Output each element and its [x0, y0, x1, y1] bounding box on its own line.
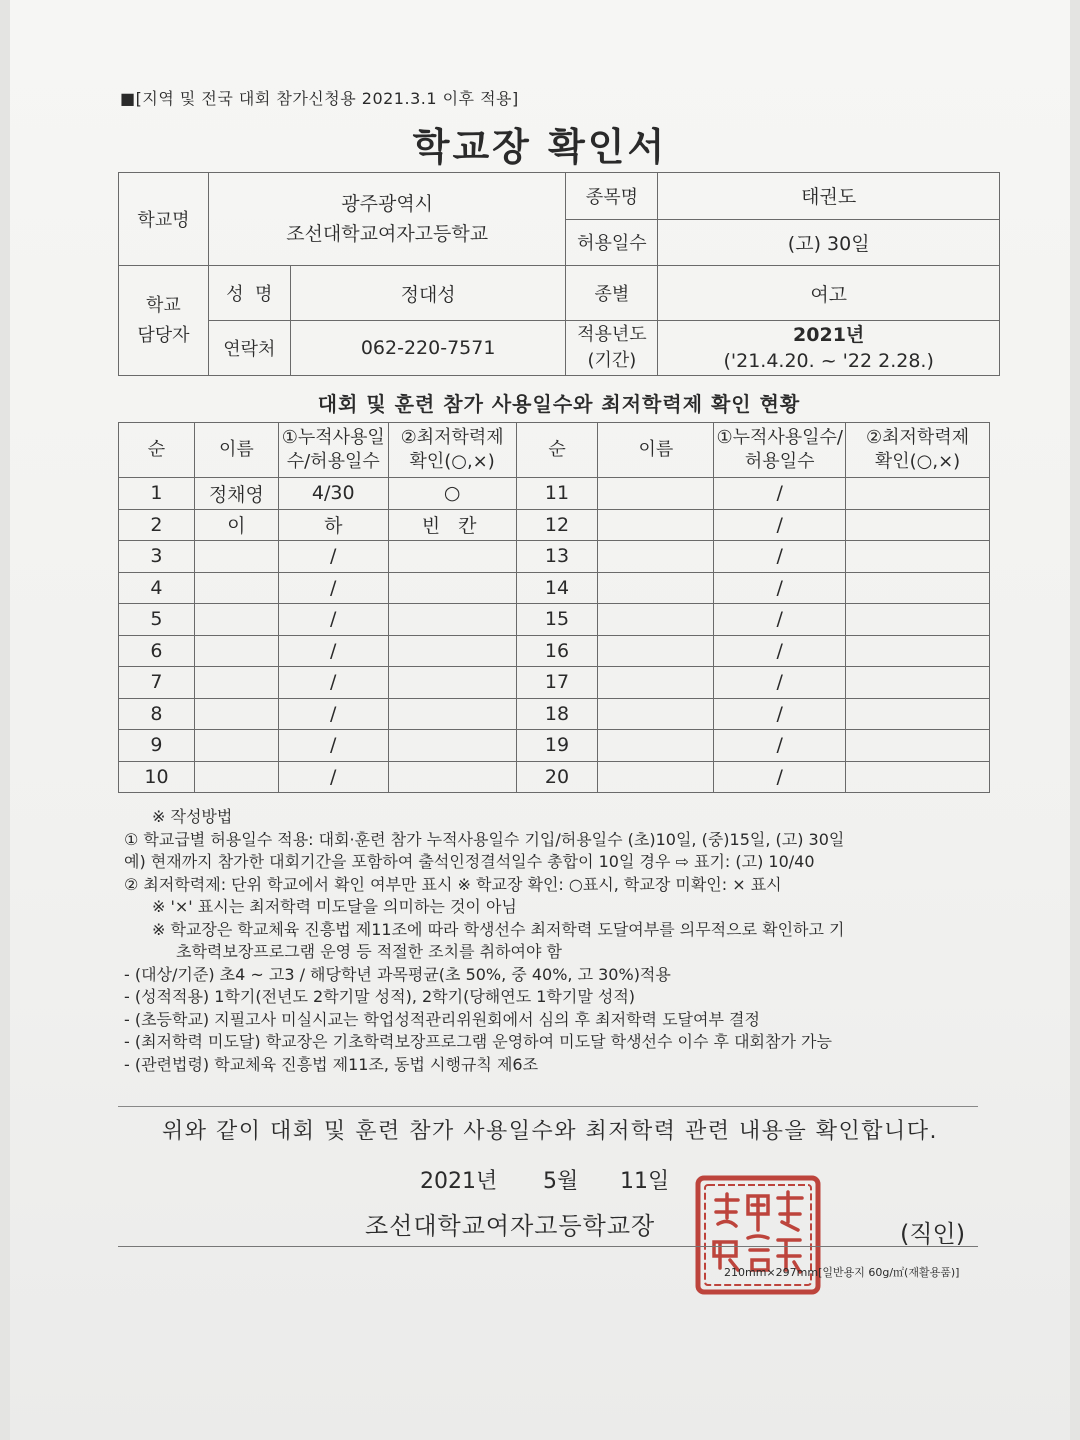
- row-name-right: [598, 478, 714, 510]
- row-check: [388, 604, 516, 636]
- row-days: /: [278, 635, 388, 667]
- row-check-right: [846, 730, 990, 762]
- contact-label: 연락처: [208, 321, 290, 376]
- school-label: 학교명: [119, 173, 209, 266]
- seal-mark-label: (직인): [900, 1220, 966, 1248]
- school-name-line1: 광주광역시: [341, 193, 434, 215]
- date-month: 5월: [543, 1169, 579, 1194]
- table-row: [119, 635, 990, 667]
- row-check: [388, 635, 516, 667]
- row-no: 5: [119, 604, 195, 636]
- school-name-line2: 조선대학교여자고등학교: [286, 223, 489, 245]
- row-no: 10: [119, 761, 195, 793]
- row-days: /: [278, 604, 388, 636]
- row-check: [388, 541, 516, 573]
- allowed-days-value: (고) 30일: [658, 219, 1000, 266]
- table-row: [119, 667, 990, 699]
- col-days-line1: ①누적사용일: [281, 427, 385, 448]
- row-check: [388, 667, 516, 699]
- row-name-right: [598, 509, 714, 541]
- row-no: 8: [119, 698, 195, 730]
- row-name: [194, 761, 278, 793]
- year-value-line1: 2021년: [793, 324, 865, 346]
- table-row: [119, 698, 990, 730]
- row-check-right: [846, 572, 990, 604]
- note-4a: ※ 학교장은 학교체육 진흥법 제11조에 따라 학생선수 최저학력 도달여부를 의무적으로 확인하고 기: [152, 919, 845, 939]
- row-no-right: 20: [516, 761, 598, 793]
- year-label-line2: (기간): [587, 350, 637, 371]
- col-name: 이름: [194, 423, 278, 478]
- row-days-right: /: [714, 572, 846, 604]
- sport-value: 태권도: [658, 173, 1000, 220]
- table-header-row: [119, 423, 990, 478]
- note-3: ※ '×' 표시는 최저학력 미도달을 의미하는 것이 아님: [152, 897, 517, 916]
- col-days: [278, 423, 388, 478]
- row-check: [388, 730, 516, 762]
- row-check: [388, 572, 516, 604]
- row-no-right: 12: [516, 509, 598, 541]
- col-check-line2: 확인(○,×): [409, 451, 495, 472]
- row-name: [194, 572, 278, 604]
- note-1b: 예) 현재까지 참가한 대회기간을 포함하여 출석인정결석일수 총합이 10일 경우 ⇨ 표기: (고) 10/40: [124, 852, 815, 871]
- col-days-right-line2: 허용일수: [744, 451, 815, 472]
- year-label: [566, 321, 658, 376]
- row-check-right: [846, 509, 990, 541]
- row-no-right: 19: [516, 730, 598, 762]
- table-row: [119, 572, 990, 604]
- sport-label: 종목명: [566, 173, 658, 220]
- row-days: /: [278, 698, 388, 730]
- table-row: [119, 541, 990, 573]
- manager-label-line1: 학교: [146, 294, 181, 316]
- allowed-days-label: 허용일수: [566, 219, 658, 266]
- row-check-right: [846, 698, 990, 730]
- row-check-right: [846, 541, 990, 573]
- category-value: 여고: [658, 266, 1000, 321]
- row-no-right: 13: [516, 541, 598, 573]
- row-no: 9: [119, 730, 195, 762]
- col-days-right-line1: ①누적사용일수/: [716, 427, 843, 448]
- year-value: [658, 321, 1000, 376]
- col-check-line1: ②최저학력제: [400, 427, 504, 448]
- row-name: [194, 698, 278, 730]
- row-days: /: [278, 541, 388, 573]
- table-row: [119, 761, 990, 793]
- col-check-right-line2: 확인(○,×): [874, 451, 961, 472]
- row-no-right: 11: [516, 478, 598, 510]
- header-note: ■[지역 및 전국 대회 참가신청용 2021.3.1 이후 적용]: [120, 89, 519, 108]
- row-check: [388, 761, 516, 793]
- row-name-right: [598, 761, 714, 793]
- school-name: [208, 173, 566, 266]
- row-check-right: [846, 635, 990, 667]
- row-name-right: [598, 541, 714, 573]
- detail-2: - (성적적용) 1학기(전년도 2학기말 성적), 2학기(당해연도 1학기말 성적): [124, 987, 636, 1006]
- row-no: 1: [119, 478, 195, 510]
- document-title: 학교장 확인서: [412, 125, 668, 169]
- confirmation-statement: 위와 같이 대회 및 훈련 참가 사용일수와 최저학력 관련 내용을 확인합니다.: [162, 1119, 938, 1144]
- col-check-right-line1: ②최저학력제: [866, 427, 970, 448]
- row-days-right: /: [714, 541, 846, 573]
- date-day: 11일: [620, 1169, 670, 1194]
- manager-label-line2: 담당자: [137, 324, 190, 346]
- row-name-right: [598, 572, 714, 604]
- detail-3: - (초등학교) 지필고사 미실시교는 학업성적관리위원회에서 심의 후 최저학력 도달여부 결정: [124, 1009, 760, 1029]
- row-no: 2: [119, 509, 195, 541]
- row-no: 3: [119, 541, 195, 573]
- row-days-right: /: [714, 730, 846, 762]
- notes-heading: ※ 작성방법: [152, 807, 233, 826]
- row-days-right: /: [714, 667, 846, 699]
- row-no-right: 17: [516, 667, 598, 699]
- row-days-right: /: [714, 509, 846, 541]
- principal-title: 조선대학교여자고등학교장: [365, 1212, 656, 1240]
- note-4b: 초학력보장프로그램 운영 등 적절한 조치를 취하여야 함: [176, 942, 563, 961]
- row-name-right: [598, 635, 714, 667]
- row-check: 빈 칸: [388, 509, 516, 541]
- row-days-right: /: [714, 635, 846, 667]
- row-name: [194, 730, 278, 762]
- row-name: [194, 635, 278, 667]
- table-row: [119, 509, 990, 541]
- row-name-right: [598, 730, 714, 762]
- table-row: [119, 604, 990, 636]
- row-name-right: [598, 604, 714, 636]
- divider-top: [118, 1106, 978, 1107]
- detail-4: - (최저학력 미도달) 학교장은 기초학력보장프로그램 운영하여 미도달 학생선수 이수 후 대회참가 가능: [124, 1032, 832, 1051]
- row-days-right: /: [714, 478, 846, 510]
- row-days: 하: [278, 509, 388, 541]
- row-days-right: /: [714, 604, 846, 636]
- row-check-right: [846, 761, 990, 793]
- row-no: 4: [119, 572, 195, 604]
- row-days-right: /: [714, 698, 846, 730]
- note-2: ② 최저학력제: 단위 학교에서 확인 여부만 표시 ※ 학교장 확인: ○표시, 학교장 미확인: × 표시: [124, 874, 782, 894]
- note-1a: ① 학교급별 허용일수 적용: 대회·훈련 참가 누적사용일수 기입/허용일수 (초)10일, (중)15일, (고) 30일: [124, 829, 845, 849]
- section-title: 대회 및 훈련 참가 사용일수와 최저학력제 확인 현황: [317, 392, 801, 416]
- col-days-right: [714, 423, 846, 478]
- row-days-right: /: [714, 761, 846, 793]
- col-no: 순: [119, 423, 195, 478]
- row-name-right: [598, 698, 714, 730]
- row-check-right: [846, 478, 990, 510]
- row-name-right: [598, 667, 714, 699]
- row-no-right: 18: [516, 698, 598, 730]
- manager-name: 정대성: [290, 266, 566, 321]
- row-name: [194, 541, 278, 573]
- year-label-line1: 적용년도: [577, 324, 647, 345]
- col-days-line2: 수/허용일수: [286, 451, 380, 472]
- row-check-right: [846, 604, 990, 636]
- row-days: /: [278, 667, 388, 699]
- col-name-right: 이름: [598, 423, 714, 478]
- row-check-right: [846, 667, 990, 699]
- row-days: 4/30: [278, 478, 388, 510]
- detail-5: - (관련법령) 학교체육 진흥법 제11조, 동법 시행규칙 제6조: [124, 1054, 539, 1074]
- col-no-right: 순: [516, 423, 598, 478]
- row-name: 이: [194, 509, 278, 541]
- contact-value: 062-220-7571: [290, 321, 566, 376]
- col-check: [388, 423, 516, 478]
- row-days: /: [278, 730, 388, 762]
- year-value-line2: ('21.4.20. ~ '22 2.28.): [723, 350, 934, 372]
- row-no-right: 14: [516, 572, 598, 604]
- paper-spec: 210mm×297mm[일반용지 60g/㎡(재활용품)]: [724, 1266, 960, 1279]
- row-days: /: [278, 572, 388, 604]
- divider-bottom: [118, 1246, 978, 1247]
- row-no-right: 15: [516, 604, 598, 636]
- participation-table: [118, 422, 990, 793]
- date-year: 2021년: [420, 1169, 498, 1194]
- row-no: 7: [119, 667, 195, 699]
- row-days: /: [278, 761, 388, 793]
- table-row: [119, 730, 990, 762]
- table-row: [119, 478, 990, 510]
- name-label: 성 명: [208, 266, 290, 321]
- row-no-right: 16: [516, 635, 598, 667]
- row-no: 6: [119, 635, 195, 667]
- info-table: [118, 172, 1000, 376]
- col-check-right: [846, 423, 990, 478]
- row-check: ○: [388, 478, 516, 510]
- detail-1: - (대상/기준) 초4 ~ 고3 / 해당학년 과목평균(초 50%, 중 40%, 고 30%)적용: [124, 964, 671, 984]
- category-label: 종별: [566, 266, 658, 321]
- writing-instructions: [124, 806, 994, 1076]
- row-name: [194, 604, 278, 636]
- row-name: [194, 667, 278, 699]
- row-check: [388, 698, 516, 730]
- row-name: 정채영: [194, 478, 278, 510]
- manager-label: [119, 266, 209, 376]
